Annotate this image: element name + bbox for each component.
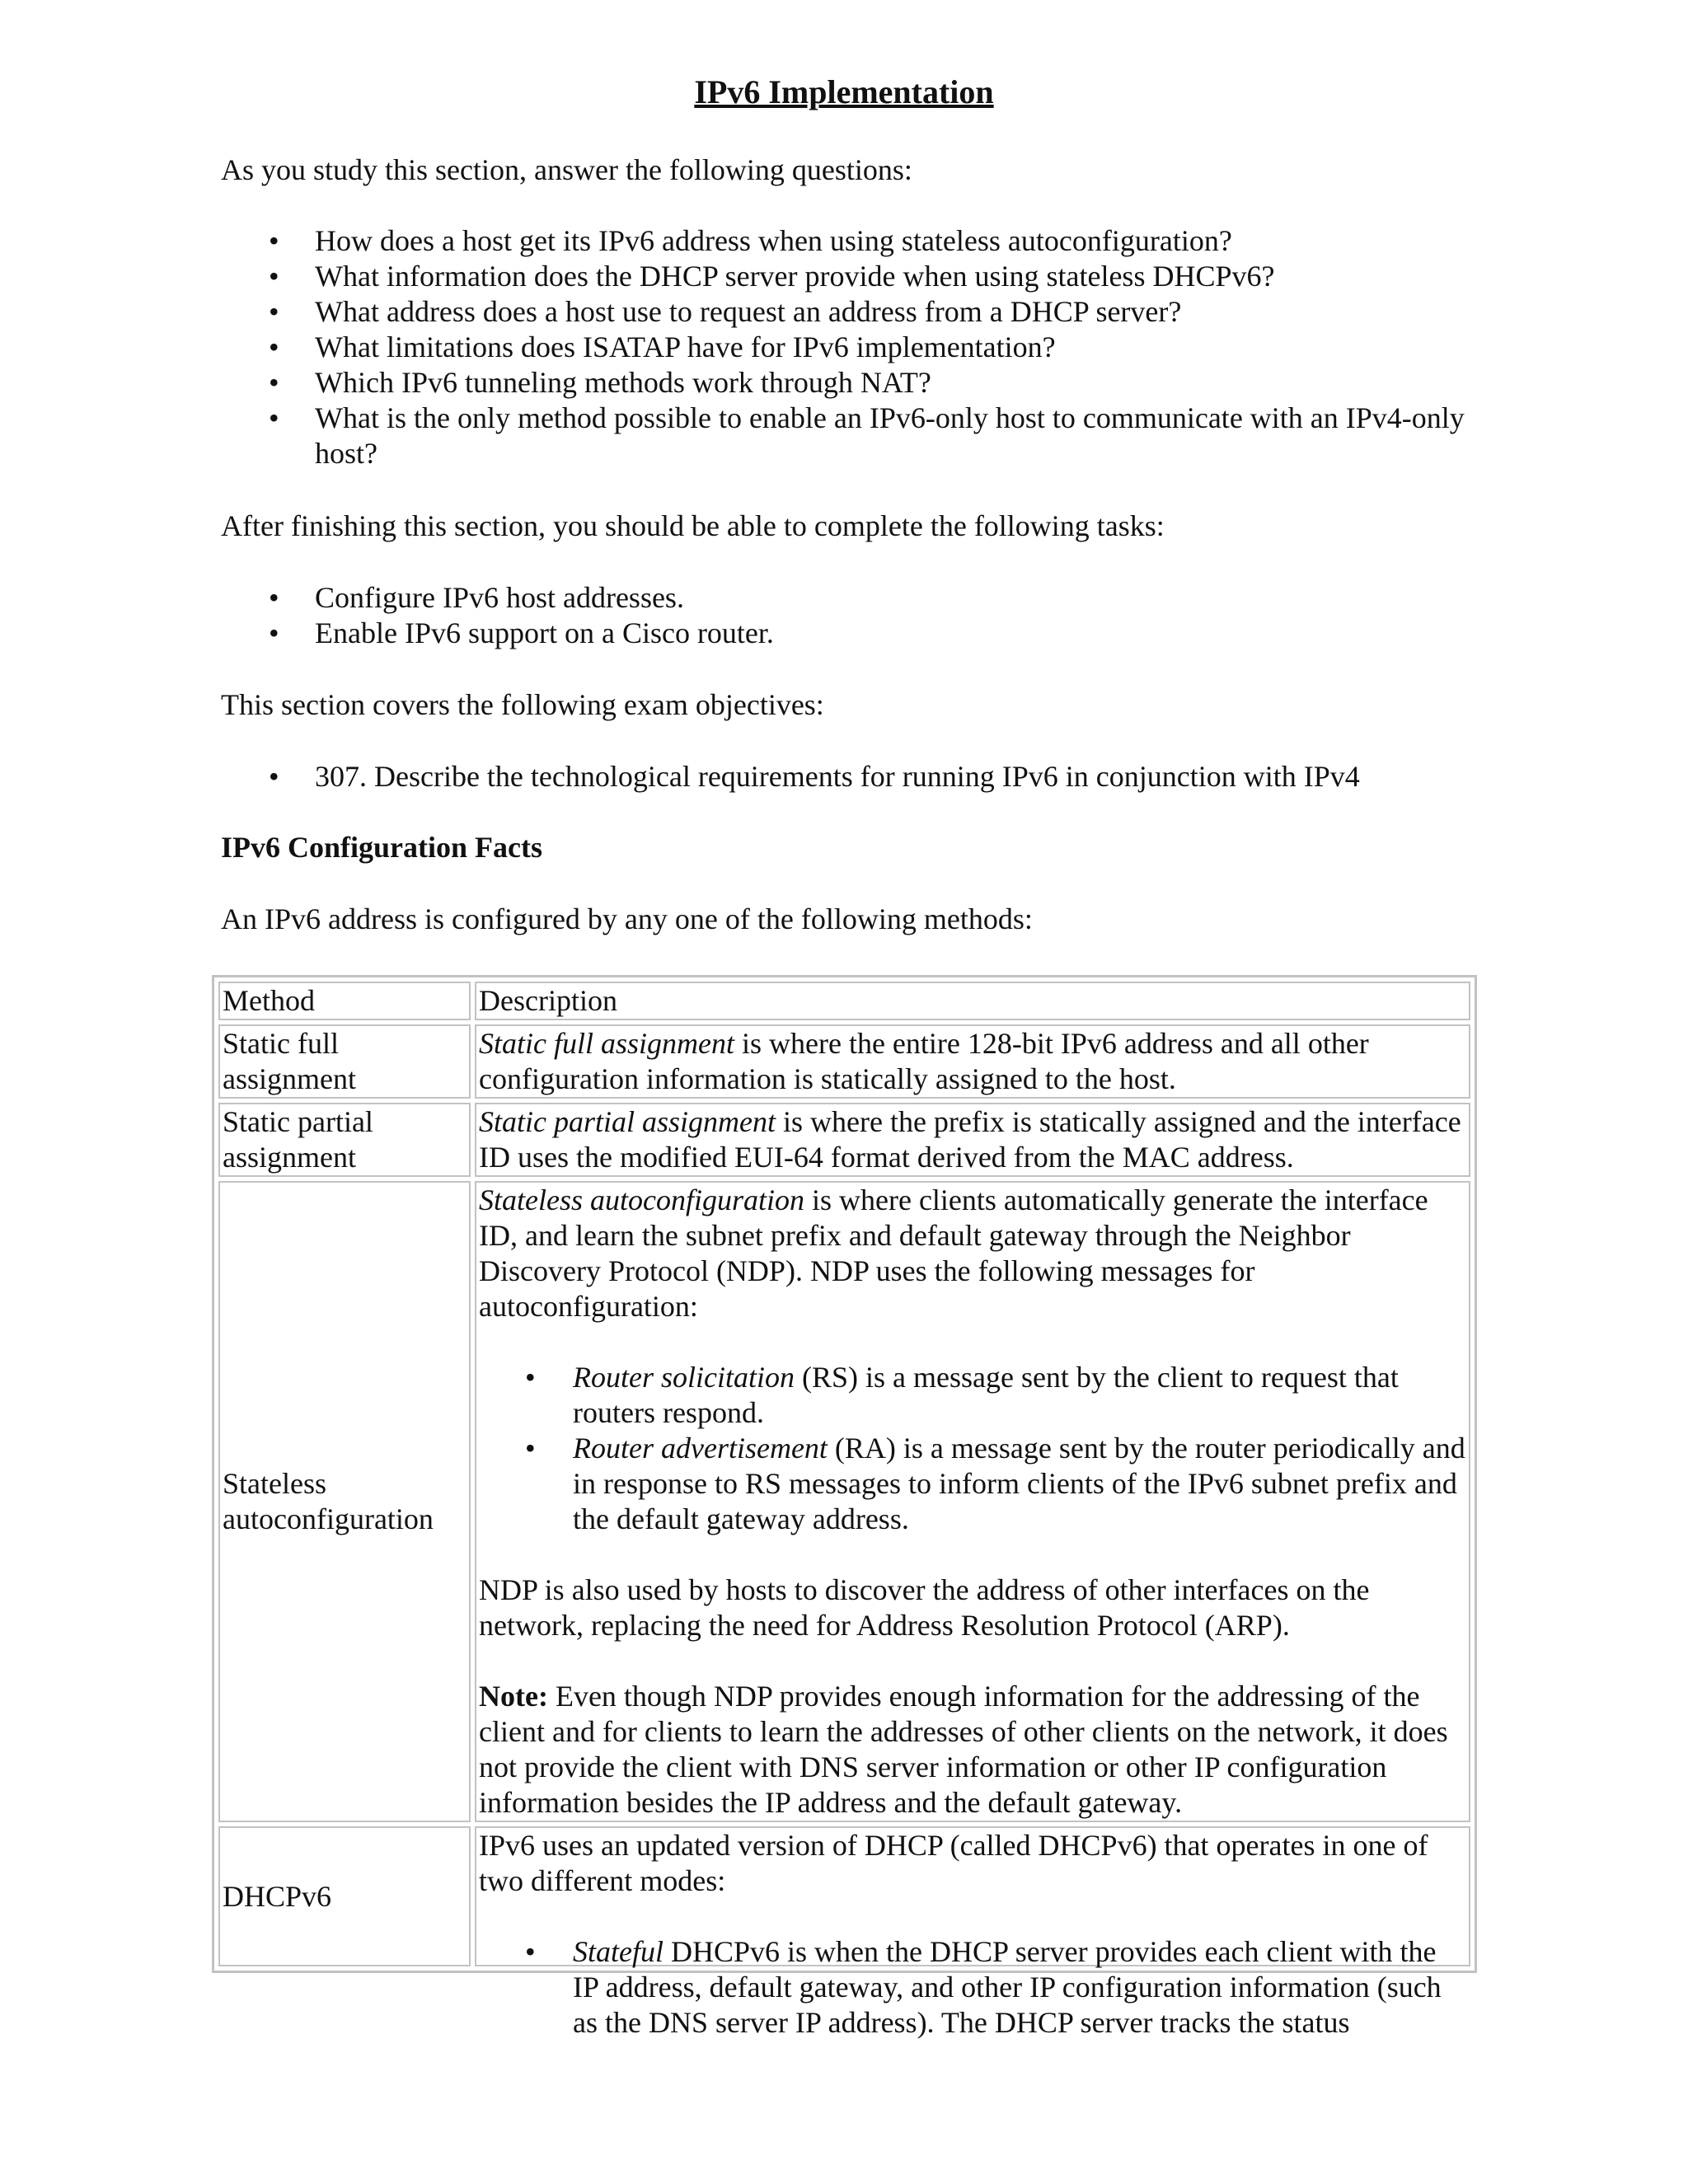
description-cell <box>475 1024 1470 1099</box>
description-text: is where the prefix is statically assigned and the interface ID uses the modified EUI-64 format derived from the MAC address. <box>479 1105 1461 1174</box>
description-text: is where clients automatically generate the interface ID, and learn the subnet prefix and default gateway through the Neighbor Discovery Protocol (NDP). NDP uses the following messages for autoconfiguration: <box>479 1183 1428 1323</box>
term: Router advertisement <box>573 1432 828 1465</box>
tasks-list <box>221 580 1474 651</box>
table-row <box>218 1103 1470 1177</box>
list-item: • Which IPv6 tunneling methods work through NAT? <box>221 365 1474 401</box>
list-item-text: (RA) is a message sent by the router periodically and in response to RS messages to inform clients of the IPv6 subnet prefix and the default gateway address. <box>573 1432 1465 1535</box>
dhcp-modes-list <box>479 1934 1466 2041</box>
description-cell <box>475 1181 1470 1822</box>
description-paragraph: IPv6 uses an updated version of DHCP (called DHCPv6) that operates in one of two different modes: <box>479 1829 1428 1897</box>
list-item: • Configure IPv6 host addresses. <box>221 580 1474 616</box>
tasks-intro: After finishing this section, you should be able to complete the following tasks: <box>221 509 1165 542</box>
list-item <box>479 1934 1466 2041</box>
list-item: • Enable IPv6 support on a Cisco router. <box>221 616 1474 651</box>
description-paragraph <box>479 1183 1466 1324</box>
ndp-paragraph: NDP is also used by hosts to discover the address of other interfaces on the network, replacing the need for Address Resolution Protocol (ARP). <box>479 1573 1370 1642</box>
cell-content <box>479 1828 1466 2039</box>
header-description: Description <box>475 982 1470 1020</box>
table-header-row <box>218 982 1470 1020</box>
list-item: • 307. Describe the technological requirements for running IPv6 in conjunction with IPv4 <box>221 759 1474 794</box>
term: Router solicitation <box>573 1361 795 1394</box>
list-item: • What address does a host use to request an address from a DHCP server? <box>221 294 1474 330</box>
term: Stateful <box>573 1935 663 1968</box>
description-cell <box>475 1103 1470 1177</box>
list-item: • What information does the DHCP server provide when using stateless DHCPv6? <box>221 259 1474 294</box>
list-item: • What is the only method possible to enable an IPv6-only host to communicate with an IPv4-only host? <box>221 401 1474 471</box>
list-item <box>479 1431 1466 1537</box>
objectives-list <box>221 759 1474 794</box>
list-item: • What limitations does ISATAP have for IPv6 implementation? <box>221 330 1474 365</box>
list-item: • How does a host get its IPv6 address when using stateless autoconfiguration? <box>221 223 1474 259</box>
note-label: Note: <box>479 1680 548 1713</box>
method-cell: Stateless autoconfiguration <box>218 1181 471 1822</box>
note-text: Even though NDP provides enough information for the addressing of the client and for clients to learn the addresses of other clients on the network, it does not provide the client with DNS server information or other IP configuration information besides the IP address and the default gateway. <box>479 1680 1448 1819</box>
list-item-text: (RS) is a message sent by the client to request that routers respond. <box>573 1361 1399 1429</box>
ndp-messages-list <box>479 1360 1466 1537</box>
description-text: is where the entire 128-bit IPv6 address and all other configuration information is statically assigned to the host. <box>479 1027 1369 1095</box>
objectives-intro: This section covers the following exam objectives: <box>221 688 824 721</box>
table-row <box>218 1024 1470 1099</box>
method-cell: DHCPv6 <box>218 1826 471 1966</box>
list-item-text: DHCPv6 is when the DHCP server provides each client with the IP address, default gateway, and other IP configuration information (such as the DNS server IP address). The DHCP server tracks the status <box>573 1935 1442 2039</box>
table-row <box>218 1826 1470 1966</box>
header-method: Method <box>218 982 471 1020</box>
term: Static full assignment <box>479 1027 734 1060</box>
section-heading: IPv6 Configuration Facts <box>221 831 542 864</box>
method-cell: Static partial assignment <box>218 1103 471 1177</box>
description-cell <box>475 1826 1470 2039</box>
term: Stateless autoconfiguration <box>479 1183 804 1216</box>
method-cell: Static full assignment <box>218 1024 471 1099</box>
methods-table <box>212 975 1477 2039</box>
note-paragraph <box>479 1679 1466 1821</box>
methods-intro: An IPv6 address is configured by any one of the following methods: <box>221 902 1033 935</box>
page-title: IPv6 Implementation <box>694 73 994 110</box>
list-item <box>479 1360 1466 1431</box>
questions-list <box>221 223 1474 471</box>
term: Static partial assignment <box>479 1105 776 1138</box>
questions-intro: As you study this section, answer the following questions: <box>221 153 912 186</box>
table-row <box>218 1181 1470 1822</box>
